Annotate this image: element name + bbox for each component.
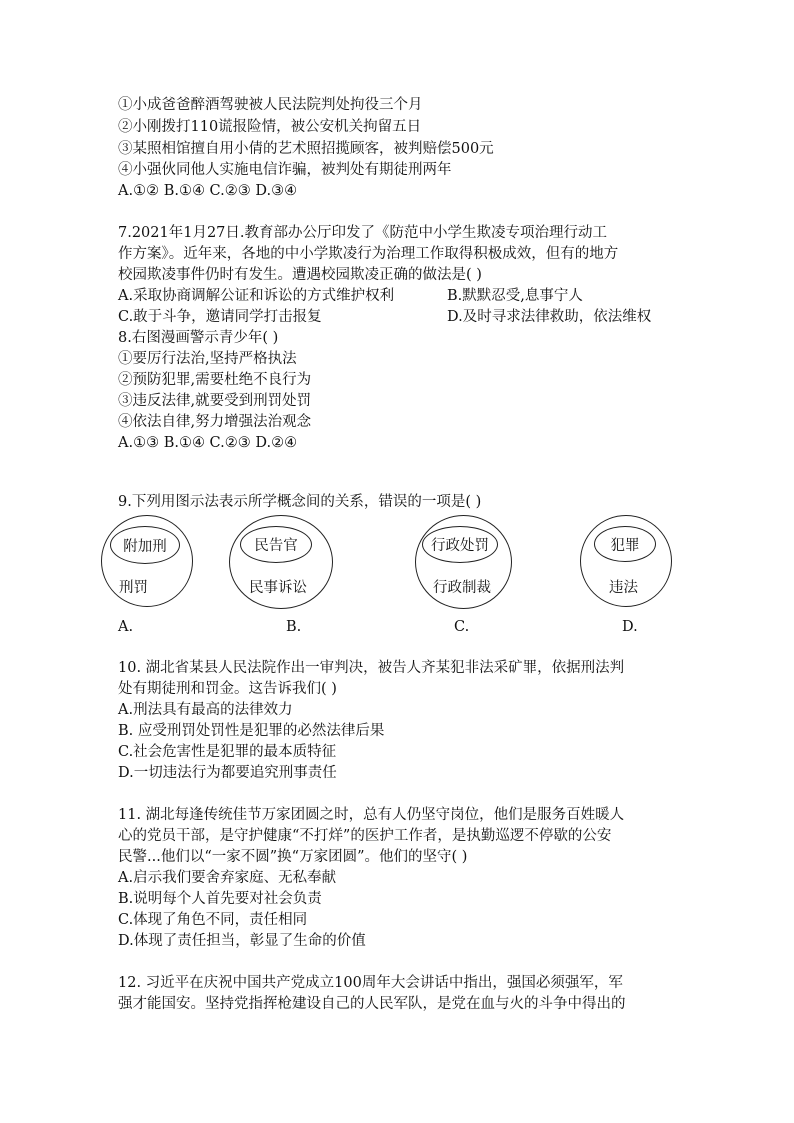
q7-stem-line-2: 作方案》。近年来，各地的中小学欺凌行为治理工作取得积极成效，但有的地方: [118, 246, 619, 262]
q7-option-a: A.采取协商调解公证和诉讼的方式维护权利: [118, 288, 395, 304]
q11-option-a: A.启示我们要舍弃家庭、无私奉献: [118, 870, 337, 886]
q8-answer-choices: A.①③ B.①④ C.②③ D.②④: [118, 435, 298, 451]
q9-diagram-d-outer-label: 违法: [609, 580, 638, 596]
q7-option-b: B.默默忍受,息事宁人: [447, 288, 583, 304]
q7-stem-line-3: 校园欺凌事件仍时有发生。遭遇校园欺凌正确的做法是( ): [118, 267, 482, 283]
q9-diagram-d-inner-oval: [594, 526, 656, 562]
q9-stem: 9.下列用图示法表示所学概念间的关系，错误的一项是( ): [118, 494, 482, 510]
q11-stem-line-2: 心的党员干部，是守护健康“不打烊”的医护工作者，是执勤巡逻不停歇的公安: [118, 828, 612, 844]
q10-option-c: C.社会危害性是犯罪的最本质特征: [118, 744, 337, 760]
q11-option-c: C.体现了角色不同，责任相同: [118, 912, 308, 928]
q9-diagram-a-outer-label: 刑罚: [119, 580, 148, 596]
q9-diagram-d-inner-label: 犯罪: [610, 537, 640, 554]
q6-option-1: ①小成爸爸醉酒驾驶被人民法院判处拘役三个月: [118, 97, 423, 113]
q9-diagram-c-outer-label: 行政制裁: [433, 580, 491, 596]
q6-answer-choices: A.①② B.①④ C.②③ D.③④: [118, 183, 298, 199]
q11-stem-line-1: 11. 湖北每逢传统佳节万家团圆之时，总有人仍坚守岗位，他们是服务百姓暖人: [118, 807, 625, 823]
q8-option-4: ④依法自律,努力增强法治观念: [118, 414, 312, 430]
q10-option-d: D.一切违法行为都要追究刑事责任: [118, 765, 337, 781]
q8-stem: 8.右图漫画警示青少年( ): [118, 330, 279, 346]
q9-diagram-d-letter: D.: [622, 619, 638, 635]
q9-diagram-a-letter: A.: [118, 619, 134, 635]
q9-diagram-c-inner-label: 行政处罚: [431, 538, 489, 554]
q10-option-b: B. 应受刑罚处罚性是犯罪的必然法律后果: [118, 723, 385, 739]
q7-stem-line-1: 7.2021年1月27日.教育部办公厅印发了《防范中小学生欺凌专项治理行动工: [118, 225, 608, 241]
q10-option-a: A.刑法具有最高的法律效力: [118, 702, 293, 718]
q8-option-2: ②预防犯罪,需要杜绝不良行为: [118, 372, 312, 388]
q6-option-4: ④小强伙同他人实施电信诈骗，被判处有期徒刑两年: [118, 162, 452, 178]
q9-diagram-a-inner-label: 附加刑: [123, 538, 167, 555]
q6-option-2: ②小刚拨打110谎报险情，被公安机关拘留五日: [118, 119, 422, 135]
q9-diagram-a-inner-oval: [110, 526, 180, 564]
q8-option-1: ①要厉行法治,坚持严格执法: [118, 351, 297, 367]
q8-option-3: ③违反法律,就要受到刑罚处罚: [118, 393, 312, 409]
q11-option-b: B.说明每个人首先要对社会负责: [118, 891, 322, 907]
q6-option-3: ③某照相馆擅自用小倩的艺术照招揽顾客，被判赔偿500元: [118, 141, 494, 157]
q9-diagram-b-letter: B.: [286, 619, 302, 635]
q9-diagram-c-letter: C.: [454, 619, 470, 635]
q9-diagram-c-inner-oval: [422, 526, 498, 563]
q9-diagram-b-outer-label: 民事诉讼: [249, 580, 307, 596]
q7-option-c: C.敢于斗争，邀请同学打击报复: [118, 309, 322, 325]
q11-option-d: D.体现了责任担当，彰显了生命的价值: [118, 933, 366, 949]
q12-stem-line-2: 强才能国安。坚持党指挥枪建设自己的人民军队，是党在血与火的斗争中得出的: [118, 996, 626, 1012]
q7-option-d: D.及时寻求法律救助，依法维权: [447, 309, 652, 325]
q10-stem-line-1: 10. 湖北省某县人民法院作出一审判决，被告人齐某犯非法采矿罪，依据刑法判: [118, 660, 625, 676]
q11-stem-line-3: 民警...他们以“一家不圆”换“万家团圆”。他们的坚守( ): [118, 849, 468, 865]
q9-diagram-b-inner-label: 民告官: [254, 538, 298, 554]
q9-diagram-b-inner-oval: [240, 526, 312, 563]
q12-stem-line-1: 12. 习近平在庆祝中国共产党成立100周年大会讲话中指出，强国必须强军，军: [118, 975, 623, 991]
q10-stem-line-2: 处有期徒刑和罚金。这告诉我们( ): [118, 681, 337, 697]
